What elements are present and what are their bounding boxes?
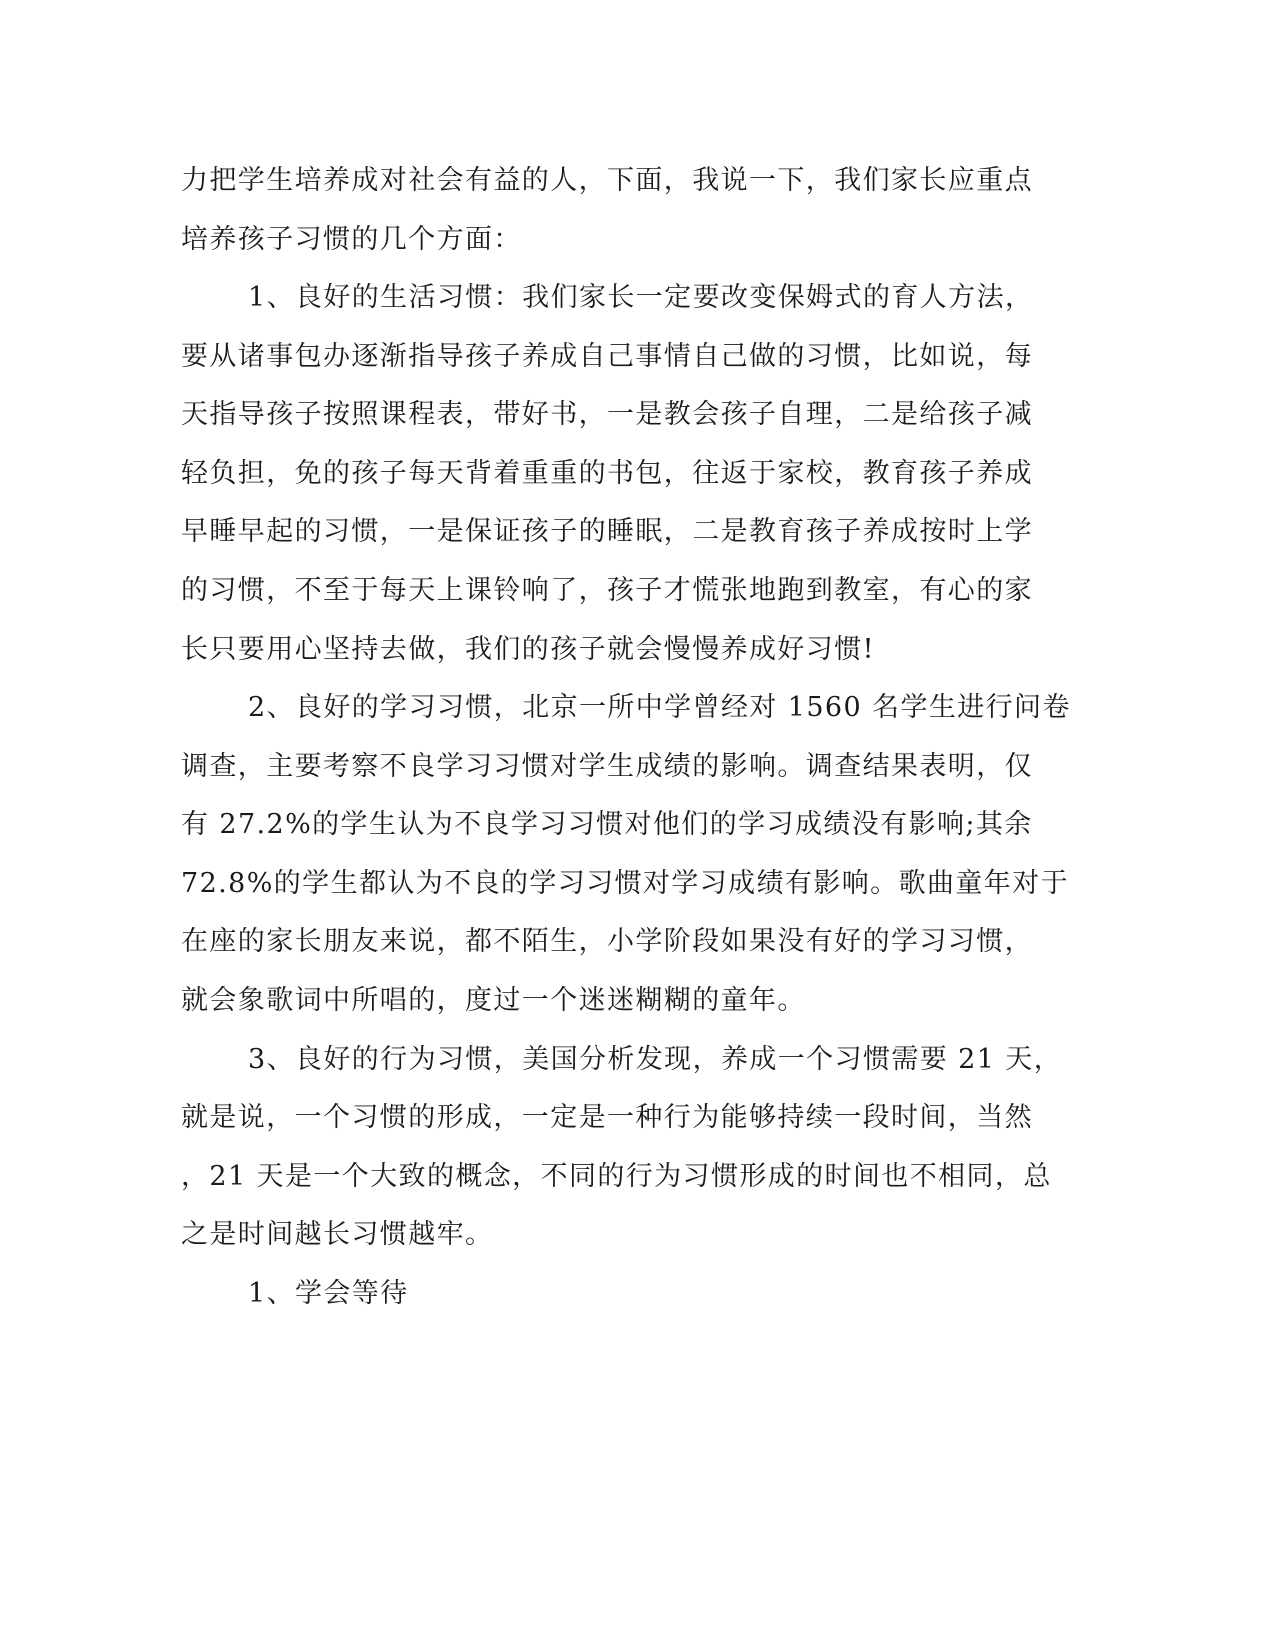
text-line: 在座的家长朋友来说，都不陌生，小学阶段如果没有好的学习习惯，	[181, 926, 1033, 957]
text-line: 长只要用心坚持去做，我们的孩子就会慢慢养成好习惯!	[181, 634, 875, 665]
text-line: 72.8%的学生都认为不良的学习习惯对学习成绩有影响。歌曲童年对于	[181, 868, 1069, 899]
text-line: 调查，主要考察不良学习习惯对学生成绩的影响。调查结果表明，仅	[181, 751, 1033, 782]
text-line: 就是说，一个习惯的形成，一定是一种行为能够持续一段时间，当然	[181, 1102, 1033, 1133]
text-line: 轻负担，免的孩子每天背着重重的书包，往返于家校，教育孩子养成	[181, 458, 1033, 489]
text-line: ，21 天是一个大致的概念，不同的行为习惯形成的时间也不相同，总	[181, 1161, 1052, 1192]
text-line: 有 27.2%的学生认为不良学习习惯对他们的学习成绩没有影响;其余	[181, 809, 1033, 840]
text-line: 早睡早起的习惯，一是保证孩子的睡眠，二是教育孩子养成按时上学	[181, 516, 1033, 547]
text-line: 力把学生培养成对社会有益的人，下面，我说一下，我们家长应重点	[181, 165, 1033, 196]
text-line: 培养孩子习惯的几个方面：	[181, 224, 522, 255]
text-line: 要从诸事包办逐渐指导孩子养成自己事情自己做的习惯，比如说，每	[181, 341, 1033, 372]
subheading-learn-to-wait: 1、学会等待	[248, 1278, 409, 1309]
paragraph-3-heading-line: 3、良好的行为习惯，美国分析发现，养成一个习惯需要 21 天，	[248, 1044, 1063, 1075]
paragraph-1-heading-line: 1、良好的生活习惯：我们家长一定要改变保姆式的育人方法，	[248, 282, 1034, 313]
text-line: 天指导孩子按照课程表，带好书，一是教会孩子自理，二是给孩子减	[181, 399, 1033, 430]
paragraph-2-heading-line: 2、良好的学习习惯，北京一所中学曾经对 1560 名学生进行问卷	[248, 692, 1071, 723]
text-line: 的习惯，不至于每天上课铃响了，孩子才慌张地跑到教室，有心的家	[181, 575, 1033, 606]
text-line: 就会象歌词中所唱的，度过一个迷迷糊糊的童年。	[181, 985, 806, 1016]
text-line: 之是时间越长习惯越牢。	[181, 1219, 494, 1250]
